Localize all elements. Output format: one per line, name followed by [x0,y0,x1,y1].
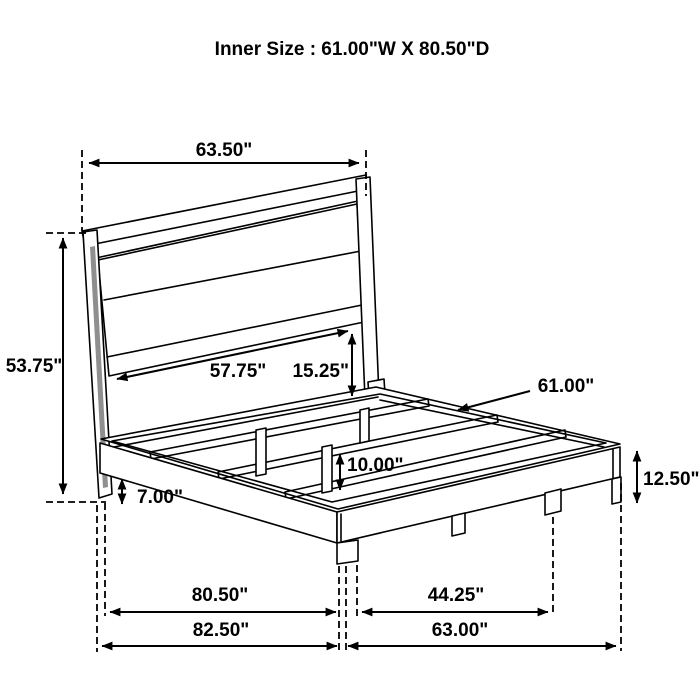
dim-label-leg-span: 44.25" [427,585,485,606]
dim-label-rail-height: 12.50" [643,469,700,490]
dim-label-overall-depth: 82.50" [192,620,250,641]
dim-label-slat-height: 10.00" [347,455,404,476]
dim-label-panel-gap: 15.25" [292,361,349,382]
dim-label-headboard-width: 63.50" [195,140,253,161]
center-leg-below-rail [545,489,561,515]
dim-label-inner-depth: 80.50" [191,585,249,606]
support-leg [360,408,369,443]
dim-label-clearance: 7.00" [137,487,183,508]
front-corner-leg [337,540,358,564]
support-leg [256,428,266,476]
dim-label-inner-width: 61.00" [537,376,595,397]
center-leg-below-rail [452,513,465,536]
dim-label-headboard-height: 53.75" [5,356,63,377]
leader-arrow-inner-width [458,391,530,410]
page-title: Inner Size : 61.00"W X 80.50"D [214,39,490,60]
support-leg [322,445,332,493]
dim-label-foot-width: 63.00" [431,620,489,641]
dim-label-panel-width: 57.75" [209,361,267,382]
right-corner-leg [612,477,621,504]
